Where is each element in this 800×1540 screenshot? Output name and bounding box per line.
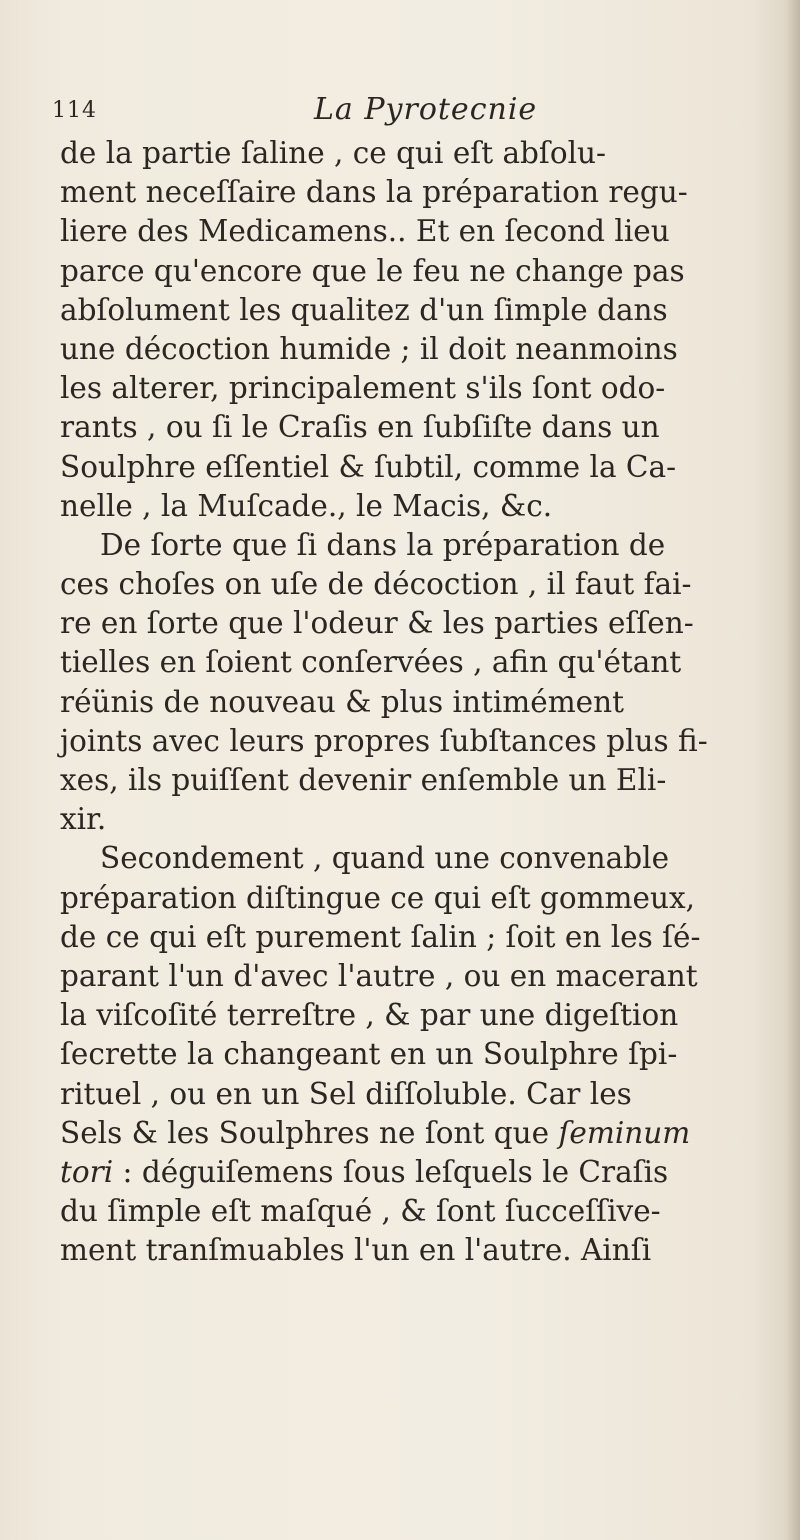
text-line: xir. [60, 802, 107, 837]
text-line: ment tranſmuables l'un en l'autre. Ainſi [60, 1233, 652, 1268]
text-line: rituel , ou en un Sel diſſoluble. Car les [60, 1076, 632, 1111]
page-number: 114 [52, 98, 97, 123]
text-line: parant l'un d'avec l'autre , ou en macerant [60, 958, 698, 993]
italic-word: tori [60, 1154, 114, 1189]
text-segment: Sels & les Soulphres ne ſont que [60, 1115, 559, 1150]
text-line: liere des Medicamens.. Et en ſecond lieu [60, 214, 670, 249]
text-line: les alterer, principalement s'ils ſont odo- [60, 371, 666, 406]
text-line: ment neceſſaire dans la préparation regu- [60, 175, 688, 210]
text-line: de ce qui eſt purement ſalin ; ſoit en les ſé- [60, 919, 701, 954]
paragraph-start-line: Secondement , quand une convenable [100, 841, 670, 876]
text-line-with-italic [60, 1153, 790, 1192]
text-line: joints avec leurs propres ſubſtances plus fi- [60, 723, 708, 758]
text-line: la viſcoſité terreſtre , & par une digeſtion [60, 998, 679, 1033]
text-line: rants , ou ſi le Craſis en ſubſiſte dans un [60, 410, 660, 445]
text-line: abſolument les qualitez d'un ſimple dans [60, 292, 668, 327]
text-line: réünis de nouveau & plus intimément [60, 684, 624, 719]
text-line: Soulphre eſſentiel & ſubtil, comme la Ca- [60, 449, 677, 484]
text-line: ces choſes on uſe de décoction , il faut fai- [60, 567, 692, 602]
text-line: de la partie ſaline , ce qui eſt abſolu- [60, 136, 606, 170]
text-line: préparation diſtingue ce qui eſt gommeux, [60, 880, 695, 915]
text-segment: : déguiſemens ſous leſquels le Craſis [113, 1154, 669, 1189]
running-title: La Pyrotecnie [314, 92, 538, 127]
text-line: parce qu'encore que le feu ne change pas [60, 253, 685, 288]
paragraph-start-line: De ſorte que ſi dans la préparation de [100, 527, 666, 562]
text-line: nelle , la Muſcade., le Macis, &c. [60, 488, 553, 523]
text-line: re en ſorte que l'odeur & les parties eſſen- [60, 606, 694, 641]
text-line: du ſimple eſt maſqué , & ſont ſucceſſive- [60, 1194, 661, 1229]
body-text [60, 134, 790, 1270]
text-line: une décoction humide ; il doit neanmoins [60, 331, 678, 366]
text-line: ſecrette la changeant en un Soulphre ſpi- [60, 1037, 678, 1072]
page-header [52, 92, 772, 132]
text-line: tielles en ſoient conſervées , afin qu'étant [60, 645, 682, 680]
text-line-with-italic [60, 1114, 790, 1153]
text-line: xes, ils puiſſent devenir enſemble un Eli- [60, 763, 667, 797]
italic-phrase: ſeminum [558, 1115, 691, 1150]
